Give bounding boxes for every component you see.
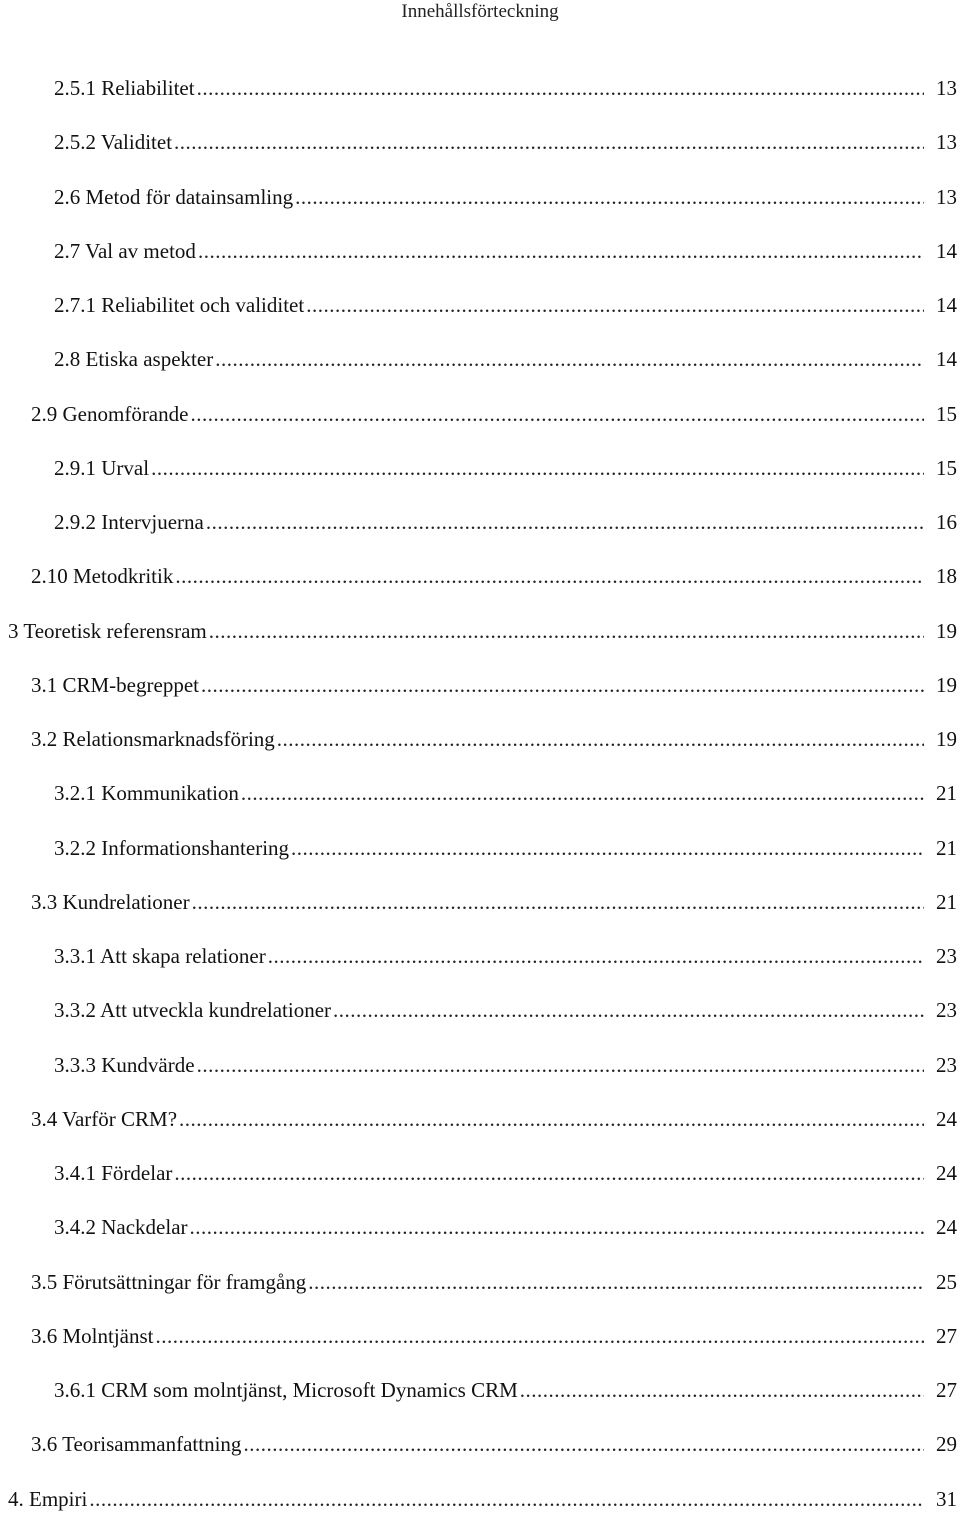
dot-leader <box>174 1146 924 1200</box>
toc-entry[interactable] <box>0 549 960 603</box>
toc-entry[interactable] <box>0 1472 960 1526</box>
dot-leader <box>215 332 924 386</box>
toc-entry-title: 3.4.2 Nackdelar <box>54 1215 188 1240</box>
dot-leader <box>306 278 924 332</box>
dot-leader <box>197 61 924 115</box>
toc-entry[interactable] <box>0 495 960 549</box>
toc-entry-title: 3.4.1 Fördelar <box>54 1161 173 1185</box>
toc-entry[interactable] <box>0 1309 960 1363</box>
dot-leader <box>156 1309 924 1363</box>
toc-entry-title: 2.5.2 Validitet <box>54 130 173 155</box>
toc-entry-title: 3.3.2 Att utveckla kundrelationer <box>54 998 332 1023</box>
toc-entry-title: 3.6 Teorisammanfattning <box>31 1432 242 1457</box>
toc-entry[interactable] <box>0 1255 960 1309</box>
toc-entry[interactable] <box>0 115 960 169</box>
dot-leader <box>179 1092 924 1146</box>
dot-leader <box>201 658 924 712</box>
toc-entry[interactable] <box>0 332 960 386</box>
toc-entry-title: 2.8 Etiska aspekter <box>54 347 214 372</box>
toc-entry-page: 18 <box>936 564 957 589</box>
dot-leader <box>198 224 924 278</box>
toc-entry[interactable] <box>0 170 960 224</box>
dot-leader <box>197 1038 924 1092</box>
toc-entry-page: 25 <box>936 1269 957 1294</box>
table-of-contents <box>0 61 960 1526</box>
toc-entry-title: 3.2.2 Informationshantering <box>54 835 290 860</box>
toc-entry-page: 19 <box>936 727 957 751</box>
toc-entry[interactable] <box>0 766 960 820</box>
toc-entry[interactable] <box>0 1092 960 1146</box>
toc-entry-page: 23 <box>936 1052 957 1077</box>
toc-entry-title: 4. Empiri <box>8 1486 88 1511</box>
toc-entry-page: 19 <box>936 672 957 697</box>
toc-entry-page: 13 <box>936 76 957 100</box>
toc-entry-title: 2.5.1 Reliabilitet <box>54 76 195 100</box>
toc-entry-title: 2.9.1 Urval <box>54 455 150 480</box>
toc-entry-title: 3.1 CRM-begreppet <box>31 672 199 697</box>
dot-leader <box>192 875 924 929</box>
dot-leader <box>520 1363 924 1417</box>
toc-entry-page: 19 <box>936 618 957 643</box>
toc-entry-title: 3.2 Relationsmarknadsföring <box>31 727 275 751</box>
toc-entry-page: 23 <box>936 944 957 968</box>
toc-entry-page: 13 <box>936 130 957 155</box>
toc-entry[interactable] <box>0 441 960 495</box>
toc-entry-title: 3.3.3 Kundvärde <box>54 1052 195 1077</box>
toc-entry-title: 3 Teoretisk referensram <box>8 618 207 643</box>
toc-entry-page: 15 <box>936 401 957 426</box>
toc-entry[interactable] <box>0 387 960 441</box>
toc-entry-title: 3.3.1 Att skapa relationer <box>54 944 266 968</box>
toc-entry-title: 2.6 Metod för datainsamling <box>54 184 294 209</box>
toc-entry[interactable] <box>0 821 960 875</box>
toc-entry[interactable] <box>0 712 960 766</box>
toc-entry-title: 2.7.1 Reliabilitet och validitet <box>54 293 305 317</box>
dot-leader <box>175 549 924 603</box>
dot-leader <box>174 115 924 169</box>
toc-entry-page: 31 <box>936 1486 957 1511</box>
toc-entry[interactable] <box>0 1146 960 1200</box>
dot-leader <box>190 387 924 441</box>
dot-leader <box>333 983 924 1037</box>
toc-entry-page: 21 <box>936 889 957 914</box>
toc-entry[interactable] <box>0 875 960 929</box>
dot-leader <box>151 441 924 495</box>
toc-entry[interactable] <box>0 1038 960 1092</box>
dot-leader <box>268 929 924 983</box>
toc-entry[interactable] <box>0 1417 960 1471</box>
toc-entry-page: 23 <box>936 998 957 1023</box>
toc-entry-page: 29 <box>936 1432 957 1457</box>
toc-entry-page: 13 <box>936 184 957 209</box>
toc-entry-page: 14 <box>936 293 957 317</box>
toc-entry[interactable] <box>0 278 960 332</box>
toc-entry-title: 3.3 Kundrelationer <box>31 889 190 914</box>
dot-leader <box>190 1200 924 1254</box>
toc-entry[interactable] <box>0 1200 960 1254</box>
toc-entry-page: 24 <box>936 1106 957 1131</box>
toc-entry-title: 3.4 Varför CRM? <box>31 1106 178 1131</box>
page-title: Innehållsförteckning <box>401 1 559 22</box>
toc-entry-title: 3.5 Förutsättningar för framgång <box>31 1269 307 1294</box>
toc-entry-page: 14 <box>936 238 957 263</box>
toc-entry-title: 3.2.1 Kommunikation <box>54 781 239 806</box>
toc-entry[interactable] <box>0 929 960 983</box>
toc-entry-title: 2.9.2 Intervjuerna <box>54 510 204 534</box>
toc-entry[interactable] <box>0 658 960 712</box>
toc-entry-title: 3.6.1 CRM som molntjänst, Microsoft Dynamics CRM <box>54 1378 518 1402</box>
dot-leader <box>308 1255 924 1309</box>
dot-leader <box>291 821 924 875</box>
dot-leader <box>295 170 924 224</box>
toc-entry-page: 21 <box>936 781 957 806</box>
dot-leader <box>243 1417 924 1471</box>
toc-entry-page: 14 <box>936 347 957 372</box>
dot-leader <box>89 1472 924 1526</box>
toc-entry-page: 21 <box>936 835 957 860</box>
toc-entry-page: 24 <box>936 1161 957 1185</box>
toc-entry-page: 24 <box>936 1215 957 1240</box>
toc-entry[interactable] <box>0 604 960 658</box>
toc-entry[interactable] <box>0 61 960 115</box>
dot-leader <box>209 604 924 658</box>
dot-leader <box>277 712 924 766</box>
toc-entry[interactable] <box>0 983 960 1037</box>
toc-entry-page: 15 <box>936 455 957 480</box>
toc-entry[interactable] <box>0 1363 960 1417</box>
dot-leader <box>241 766 924 820</box>
toc-entry-page: 27 <box>936 1323 957 1348</box>
toc-entry-title: 2.7 Val av metod <box>54 238 196 263</box>
toc-entry-title: 2.10 Metodkritik <box>31 564 174 589</box>
toc-entry[interactable] <box>0 224 960 278</box>
toc-entry-title: 2.9 Genomförande <box>31 401 189 426</box>
toc-entry-page: 16 <box>936 510 957 534</box>
dot-leader <box>206 495 924 549</box>
toc-entry-page: 27 <box>936 1378 957 1402</box>
toc-entry-title: 3.6 Molntjänst <box>31 1323 154 1348</box>
